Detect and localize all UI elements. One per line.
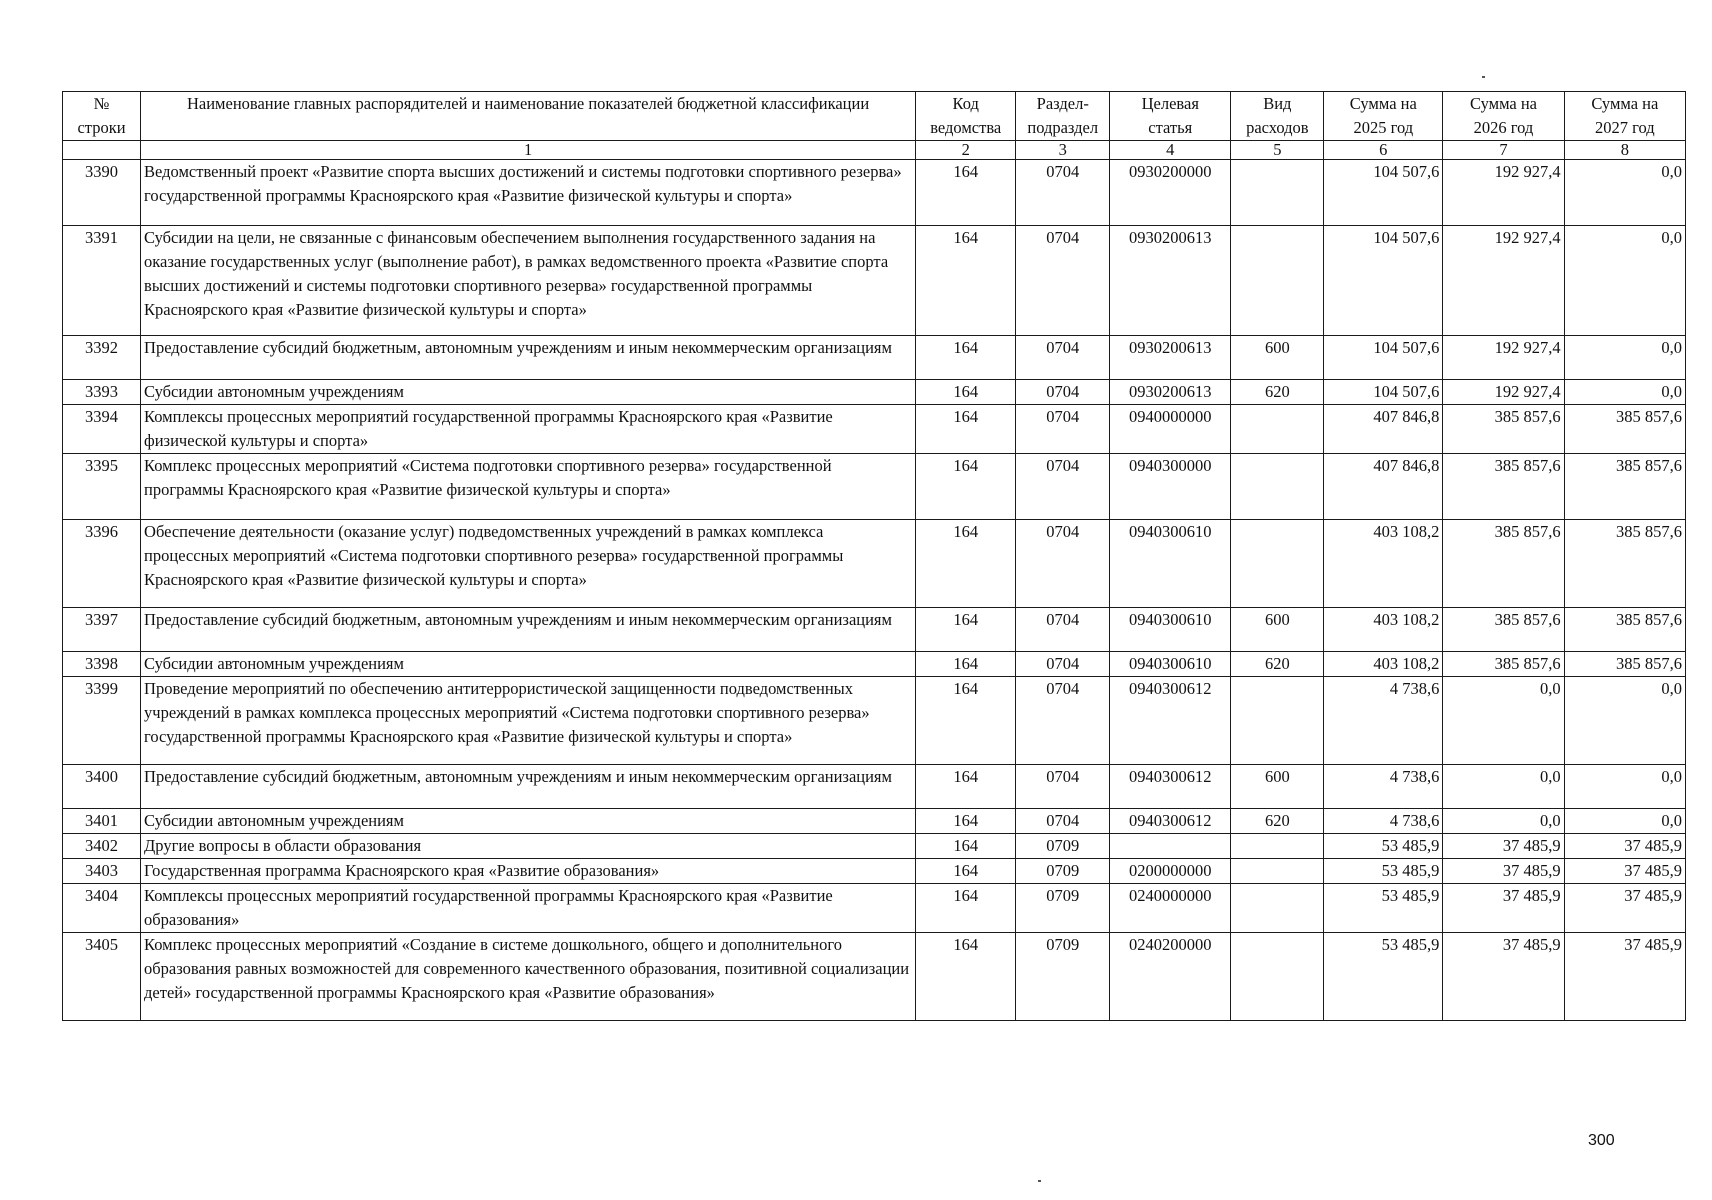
row-expense-type [1231,884,1324,933]
table-row [63,677,1686,765]
row-name: Проведение мероприятий по обеспечению антитеррористической защищенности подведомственных учреждений в рамках комплекса процессных мероприятий «Система подготовки спортивного резерва» государственной программы Красноярского края «Развитие физической культуры и спорта» [141,677,916,765]
header-sum-2025: Сумма на 2025 год [1324,92,1443,141]
row-expense-type [1231,834,1324,859]
row-dept-code: 164 [916,677,1016,765]
row-sum-2027: 385 857,6 [1564,405,1685,454]
header-sum-2027: Сумма на 2027 год [1564,92,1685,141]
row-expense-type: 620 [1231,809,1324,834]
header-section: Раздел- подраздел [1016,92,1110,141]
row-number: 3393 [63,380,141,405]
row-target-article: 0940300000 [1110,454,1231,520]
row-sum-2027: 0,0 [1564,765,1685,809]
row-section: 0709 [1016,859,1110,884]
budget-table-container [62,91,1686,1021]
row-section: 0704 [1016,809,1110,834]
row-sum-2027: 385 857,6 [1564,608,1685,652]
row-expense-type: 600 [1231,336,1324,380]
row-sum-2027: 37 485,9 [1564,933,1685,1021]
row-dept-code: 164 [916,859,1016,884]
row-number: 3400 [63,765,141,809]
scan-speck [1482,76,1485,78]
row-sum-2027: 0,0 [1564,226,1685,336]
row-section: 0704 [1016,336,1110,380]
row-section: 0704 [1016,160,1110,226]
row-sum-2026: 192 927,4 [1443,160,1564,226]
row-sum-2025: 407 846,8 [1324,405,1443,454]
row-sum-2025: 403 108,2 [1324,652,1443,677]
row-expense-type [1231,520,1324,608]
row-sum-2025: 4 738,6 [1324,809,1443,834]
row-target-article [1110,834,1231,859]
row-dept-code: 164 [916,520,1016,608]
row-section: 0704 [1016,765,1110,809]
row-target-article: 0940300610 [1110,608,1231,652]
row-target-article: 0930200613 [1110,336,1231,380]
row-sum-2027: 37 485,9 [1564,834,1685,859]
row-name: Предоставление субсидий бюджетным, автономным учреждениям и иным некоммерческим организациям [141,336,916,380]
header-expense-type: Вид расходов [1231,92,1324,141]
column-number: 5 [1231,141,1324,160]
column-number: 3 [1016,141,1110,160]
column-number: 8 [1564,141,1685,160]
row-sum-2026: 385 857,6 [1443,608,1564,652]
row-sum-2027: 37 485,9 [1564,859,1685,884]
row-number: 3396 [63,520,141,608]
row-name: Предоставление субсидий бюджетным, автономным учреждениям и иным некоммерческим организациям [141,765,916,809]
table-row [63,226,1686,336]
table-row [63,160,1686,226]
row-sum-2025: 104 507,6 [1324,380,1443,405]
row-section: 0704 [1016,520,1110,608]
row-target-article: 0200000000 [1110,859,1231,884]
row-sum-2026: 385 857,6 [1443,520,1564,608]
row-sum-2025: 104 507,6 [1324,226,1443,336]
row-target-article: 0940300612 [1110,677,1231,765]
row-expense-type [1231,933,1324,1021]
table-row [63,336,1686,380]
table-row [63,380,1686,405]
row-name: Комплексы процессных мероприятий государственной программы Красноярского края «Развитие образования» [141,884,916,933]
row-sum-2025: 403 108,2 [1324,608,1443,652]
row-sum-2026: 385 857,6 [1443,454,1564,520]
header-target-article: Целевая статья [1110,92,1231,141]
row-sum-2025: 53 485,9 [1324,884,1443,933]
row-number: 3405 [63,933,141,1021]
row-name: Государственная программа Красноярского края «Развитие образования» [141,859,916,884]
row-dept-code: 164 [916,834,1016,859]
row-sum-2025: 403 108,2 [1324,520,1443,608]
row-sum-2026: 385 857,6 [1443,652,1564,677]
row-target-article: 0940300610 [1110,520,1231,608]
row-section: 0704 [1016,405,1110,454]
row-sum-2025: 53 485,9 [1324,933,1443,1021]
row-dept-code: 164 [916,608,1016,652]
row-number: 3397 [63,608,141,652]
row-sum-2026: 0,0 [1443,677,1564,765]
row-target-article: 0930200000 [1110,160,1231,226]
row-sum-2026: 37 485,9 [1443,859,1564,884]
header-dept-code: Код ведомства [916,92,1016,141]
row-sum-2025: 4 738,6 [1324,677,1443,765]
row-dept-code: 164 [916,884,1016,933]
row-dept-code: 164 [916,652,1016,677]
header-row-number: № строки [63,92,141,141]
row-number: 3394 [63,405,141,454]
row-name: Предоставление субсидий бюджетным, автономным учреждениям и иным некоммерческим организациям [141,608,916,652]
row-sum-2026: 0,0 [1443,809,1564,834]
row-section: 0704 [1016,608,1110,652]
row-target-article: 0940000000 [1110,405,1231,454]
row-expense-type: 600 [1231,608,1324,652]
row-sum-2027: 0,0 [1564,809,1685,834]
column-number: 1 [141,141,916,160]
row-dept-code: 164 [916,226,1016,336]
row-section: 0704 [1016,226,1110,336]
row-number: 3401 [63,809,141,834]
row-number: 3392 [63,336,141,380]
row-number: 3398 [63,652,141,677]
header-row [63,92,1686,141]
row-target-article: 0240200000 [1110,933,1231,1021]
row-target-article: 0930200613 [1110,380,1231,405]
column-number: 6 [1324,141,1443,160]
row-section: 0709 [1016,933,1110,1021]
row-number: 3391 [63,226,141,336]
table-row [63,405,1686,454]
row-sum-2027: 0,0 [1564,677,1685,765]
row-sum-2027: 0,0 [1564,380,1685,405]
row-sum-2026: 0,0 [1443,765,1564,809]
row-name: Обеспечение деятельности (оказание услуг) подведомственных учреждений в рамках комплекса процессных мероприятий «Система подготовки спортивного резерва» государственной программы Красноярского края «Развитие физической культуры и спорта» [141,520,916,608]
row-name: Комплекс процессных мероприятий «Создание в системе дошкольного, общего и дополнительного образования равных возможностей для современного качественного образования, позитивной социализации детей» государственной программы Красноярского края «Развитие образования» [141,933,916,1021]
table-row [63,454,1686,520]
row-name: Субсидии автономным учреждениям [141,809,916,834]
row-number: 3402 [63,834,141,859]
column-number: 4 [1110,141,1231,160]
row-expense-type [1231,677,1324,765]
header-name: Наименование главных распорядителей и наименование показателей бюджетной классификации [141,92,916,141]
table-row [63,608,1686,652]
scan-speck [1038,1180,1041,1182]
row-name: Ведомственный проект «Развитие спорта высших достижений и системы подготовки спортивного резерва» государственной программы Красноярского края «Развитие физической культуры и спорта» [141,160,916,226]
row-sum-2025: 407 846,8 [1324,454,1443,520]
row-sum-2025: 104 507,6 [1324,336,1443,380]
table-row [63,652,1686,677]
row-sum-2025: 104 507,6 [1324,160,1443,226]
row-sum-2026: 385 857,6 [1443,405,1564,454]
row-section: 0704 [1016,652,1110,677]
table-row [63,933,1686,1021]
header-sum-2026: Сумма на 2026 год [1443,92,1564,141]
row-sum-2026: 37 485,9 [1443,884,1564,933]
row-target-article: 0940300612 [1110,765,1231,809]
row-sum-2026: 192 927,4 [1443,380,1564,405]
row-number: 3390 [63,160,141,226]
row-section: 0704 [1016,380,1110,405]
row-name: Другие вопросы в области образования [141,834,916,859]
row-sum-2027: 0,0 [1564,336,1685,380]
row-expense-type: 600 [1231,765,1324,809]
row-dept-code: 164 [916,809,1016,834]
row-target-article: 0240000000 [1110,884,1231,933]
row-sum-2025: 53 485,9 [1324,859,1443,884]
row-sum-2027: 385 857,6 [1564,652,1685,677]
row-target-article: 0930200613 [1110,226,1231,336]
column-number [63,141,141,160]
row-section: 0704 [1016,454,1110,520]
row-target-article: 0940300610 [1110,652,1231,677]
row-name: Субсидии на цели, не связанные с финансовым обеспечением выполнения государственного задания на оказание государственных услуг (выполнение работ), в рамках ведомственного проекта «Развитие спорта высших достижений и системы подготовки спортивного резерва» государственной программы Красноярского края «Развитие физической культуры и спорта» [141,226,916,336]
row-sum-2025: 53 485,9 [1324,834,1443,859]
row-name: Субсидии автономным учреждениям [141,380,916,405]
row-expense-type: 620 [1231,652,1324,677]
row-dept-code: 164 [916,765,1016,809]
row-dept-code: 164 [916,160,1016,226]
row-number: 3395 [63,454,141,520]
row-expense-type: 620 [1231,380,1324,405]
row-sum-2027: 385 857,6 [1564,520,1685,608]
column-number-row [63,141,1686,160]
row-name: Комплексы процессных мероприятий государственной программы Красноярского края «Развитие физической культуры и спорта» [141,405,916,454]
row-number: 3403 [63,859,141,884]
row-expense-type [1231,859,1324,884]
row-dept-code: 164 [916,380,1016,405]
row-number: 3399 [63,677,141,765]
row-sum-2026: 192 927,4 [1443,226,1564,336]
row-number: 3404 [63,884,141,933]
row-expense-type [1231,160,1324,226]
row-expense-type [1231,226,1324,336]
row-target-article: 0940300612 [1110,809,1231,834]
row-sum-2026: 37 485,9 [1443,834,1564,859]
table-row [63,765,1686,809]
page-number: 300 [1588,1132,1615,1149]
table-row [63,520,1686,608]
row-sum-2025: 4 738,6 [1324,765,1443,809]
row-sum-2027: 385 857,6 [1564,454,1685,520]
column-number: 7 [1443,141,1564,160]
row-section: 0704 [1016,677,1110,765]
row-dept-code: 164 [916,454,1016,520]
row-sum-2027: 0,0 [1564,160,1685,226]
row-dept-code: 164 [916,405,1016,454]
row-dept-code: 164 [916,336,1016,380]
row-expense-type [1231,405,1324,454]
row-name: Субсидии автономным учреждениям [141,652,916,677]
table-row [63,834,1686,859]
column-number: 2 [916,141,1016,160]
row-name: Комплекс процессных мероприятий «Система подготовки спортивного резерва» государственной программы Красноярского края «Развитие физической культуры и спорта» [141,454,916,520]
table-row [63,809,1686,834]
table-row [63,884,1686,933]
row-sum-2027: 37 485,9 [1564,884,1685,933]
row-expense-type [1231,454,1324,520]
budget-table [62,91,1686,1021]
table-row [63,859,1686,884]
row-sum-2026: 37 485,9 [1443,933,1564,1021]
row-section: 0709 [1016,834,1110,859]
row-section: 0709 [1016,884,1110,933]
row-sum-2026: 192 927,4 [1443,336,1564,380]
row-dept-code: 164 [916,933,1016,1021]
